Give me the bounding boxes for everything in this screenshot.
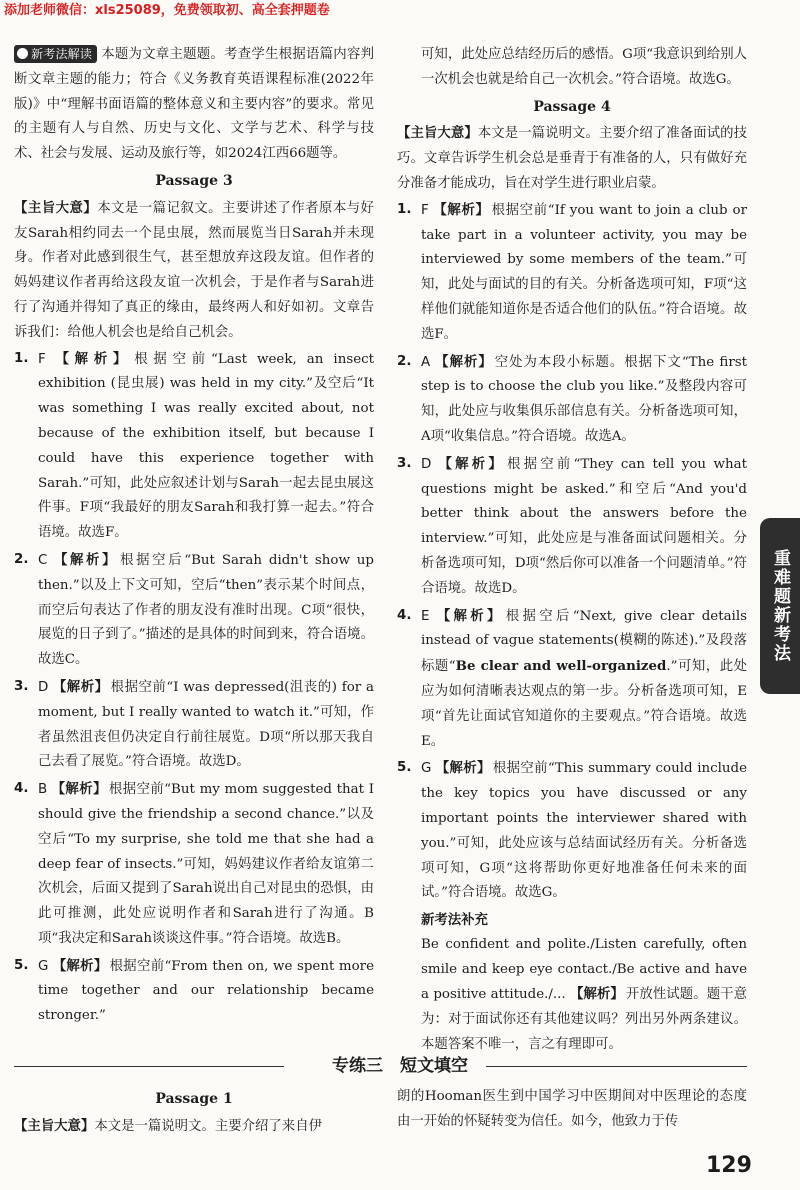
answer-item [397, 604, 747, 755]
summary-text: 本文是一篇说明文。主要介绍了准备面试的技巧。文章告诉学生机会总是垂青于有准备的人，只有做好充分准备才能成功，旨在对学生进行职业启蒙。 [397, 126, 748, 191]
item-number: 3. [14, 678, 29, 694]
item-number: 1. [14, 350, 29, 366]
answer-item [397, 452, 747, 602]
section-heading [0, 1054, 800, 1078]
answer-item [397, 198, 747, 348]
summary-text: 本文是一篇说明文。主要介绍了来自伊 [94, 1118, 322, 1134]
bottom-left-column [14, 1085, 374, 1140]
new-exam-badge [14, 45, 97, 63]
answer-letter: F [38, 351, 46, 367]
answer-letter: B [38, 782, 48, 798]
analysis-tag: 【解析】 [52, 957, 108, 974]
location-pin-icon [17, 48, 28, 59]
analysis-tag: 【解析】 [49, 350, 133, 367]
badge-label: 新考法解读 [31, 47, 92, 61]
item-number: 3. [397, 455, 412, 471]
side-tab-label: 重难题新考法 [760, 518, 800, 694]
analysis-text: 根据空前“I was depressed(沮丧的) for a moment, but I really wanted to watch it.”可知，作者虽然沮丧但仍决定自行前往展览。D项“所以那天我自己去看了展览。”符合语境。故选D。 [38, 679, 375, 770]
analysis-tag: 【解析】 [434, 353, 493, 370]
answer-item [14, 347, 374, 546]
analysis-text: 根据空前“If you want to join a club or take part in a volunteer activity, you may be interviewed by some members of the team.”可知，此处与面试的目的有关。分析备选项可知，F项“这样他们就能知道你是否适合他们的队伍。”符合语境。故选F。 [421, 202, 747, 342]
analysis-text: 空处为本段小标题。根据下文“The first step is to choose the club you like.”及整段内容可知，此处应与收集俱乐部信息有关。分析备选项可知，A项“收集信息。”符合语境。故选A。 [421, 354, 748, 444]
analysis-tag: 【解析】 [435, 760, 491, 777]
analysis-text: 根据空前“From then on, we spent more time together and our relationship became stronger.” [38, 958, 375, 1024]
item-number: 2. [397, 353, 412, 369]
answer-letter: E [421, 608, 430, 624]
bottom-right-column [397, 1085, 747, 1135]
answer-letter: C [38, 552, 48, 568]
analysis-text: 根据空后“But Sarah didn't show up then.”以及上下文可知，空后“then”表示某个时间点，而空后句表达了作者的朋友没有准时出现。C项“很快，展览的日子到了。”描述的是具体的时间到来，符合语境。故选C。 [38, 552, 375, 668]
passage-3-summary [14, 196, 374, 346]
analysis-text: 根据空前“Last week, an insect exhibition (昆虫展) was held in my city.”及空后“It was something I was really excited about, not because of the exhibition itself, but because I could have this experience together with Sarah.”可知，此处应叙述计划与Sarah一起去昆虫展这件事。F项“我最好的朋友Sarah和我打算一起去。”符合语境。故选F。 [38, 351, 374, 541]
answer-item [14, 548, 374, 673]
analysis-text-pre: 根据空后“Next, give clear details instead of vague statements(模糊的陈述).”及段落标题“ [421, 608, 747, 675]
passage-4-summary [397, 121, 747, 196]
item-number: 1. [397, 201, 412, 217]
item-number: 5. [397, 760, 412, 776]
analysis-text-post: .”可知，此处应为如何清晰表达观点的第一步。分析备选项可知，E项“首先让面试官知道你的主要观点。”符合语境。故选E。 [421, 659, 747, 749]
left-column [14, 43, 374, 1031]
answer-letter: D [38, 679, 49, 695]
answer-letter: A [421, 354, 431, 370]
analysis-tag: 【解析】 [433, 607, 504, 624]
summary-tag: 【主旨大意】 [397, 125, 478, 142]
continued-text: 可知，此处应总结经历后的感悟。G项“我意识到给别人一次机会也就是给自己一次机会。”符合语境。故选G。 [421, 47, 747, 87]
right-column [397, 43, 747, 1058]
supplement-block [397, 908, 747, 1058]
heading-rule-left [14, 1066, 284, 1067]
passage-1-title: Passage 1 [155, 1091, 233, 1107]
page-number: 129 [706, 1153, 752, 1178]
heading-rule-right [486, 1066, 747, 1067]
item-number: 2. [14, 551, 29, 567]
passage-1-summary [14, 1114, 374, 1140]
analysis-text: 根据空前“But my mom suggested that I should give the friendship a second chance.”以及空后“To my surprise, she told me that she had a deep fear of insects.”可知，妈妈建议作者给友谊第二次机会，后面又提到了Sarah说出自己对昆虫的恐惧，由此可推测，此处应说明作者和Sarah进行了沟通。B项“我决定和Sarah谈谈这件事。”符合语境。故选B。 [38, 782, 375, 946]
supplement-explanation: 开放性试题。题干意为：对于面试你还有其他建议吗？列出另外两条建议。本题答案不唯一，言之有理即可。 [421, 987, 748, 1053]
answer-item [397, 350, 747, 450]
analysis-tag: 【解析】 [51, 551, 119, 568]
analysis-tag: 【解析】 [432, 201, 490, 218]
watermark-text: 添加老师微信：xls25089，免费领取初、高全套押题卷 [4, 3, 330, 18]
answer-letter: F [421, 202, 429, 218]
answer-item [14, 777, 374, 952]
answer-letter: D [421, 456, 432, 472]
supplement-paragraph [421, 933, 747, 1058]
passage-1-summary-cont: 朗的Hooman医生到中国学习中医期间对中医理论的态度由一开始的怀疑转变为信任。如今，他致力于传 [397, 1089, 747, 1129]
intro-paragraph [14, 43, 374, 167]
supplement-answer: Be confident and polite./Listen carefully, often smile and keep eye contact./Be active and have a positive attitude./... [421, 936, 747, 1003]
supplement-title: 新考法补充 [421, 912, 488, 929]
answer-letter: G [421, 761, 432, 777]
passage-4-title: Passage 4 [533, 98, 611, 115]
answer-item [14, 675, 374, 775]
section-heading-text: 专练三 短文填空 [332, 1056, 468, 1076]
paragraph-heading-quote: Be clear and well-organized [455, 658, 667, 675]
analysis-tag: 【解析】 [570, 986, 624, 1003]
item-number: 4. [14, 781, 29, 797]
summary-tag: 【主旨大意】 [14, 199, 98, 216]
answer-item [14, 954, 374, 1029]
analysis-text: 根据空前“This summary could include the key topics you have discussed or any important points the interviewer shared with you.”可知，此处应该与总结面试经历有关。分析备选项可知，G项“这将帮助你更好地准备任何未来的面试。”符合语境。故选G。 [421, 761, 748, 901]
item-number: 5. [14, 957, 29, 973]
answer-item [397, 756, 747, 906]
summary-text: 本文是一篇记叙文。主要讲述了作者原本与好友Sarah相约同去一个昆虫展，然而展览当日Sarah并未现身。作者对此感到很生气，甚至想放弃这段友谊。但作者的妈妈建议作者再给这段友谊一次机会，于是作者与Sarah进行了沟通并得知了真正的缘由，最终两人和好如初。文章告诉我们：给他人机会也是给自己机会。 [14, 200, 374, 340]
passage-3-title: Passage 3 [155, 172, 233, 189]
item-number: 4. [397, 607, 412, 623]
analysis-text: 根据空前“They can tell you what questions might be asked.”和空后“And you'd better think about the answers before the interview.”可知，此处应是与准备面试问题相关。分析备选项可知，D项“然后你可以准备一个问题清单。”符合语境。故选D。 [421, 456, 747, 596]
intro-text: 本题为文章主题题。考查学生根据语篇内容判断文章主题的能力；符合《义务教育英语课程标准(2022年版)》中“理解书面语篇的整体意义和主要内容”的要求。常见的主题有人与自然、历史与文化、文学与艺术、科学与技术、社会与发展、运动及旅行等，如2024江西66题等。 [14, 47, 374, 162]
answer-letter: G [38, 958, 49, 974]
summary-tag: 【主旨大意】 [14, 1117, 95, 1134]
analysis-tag: 【解析】 [51, 781, 107, 798]
analysis-tag: 【解析】 [52, 678, 109, 695]
analysis-tag: 【解析】 [435, 455, 506, 472]
